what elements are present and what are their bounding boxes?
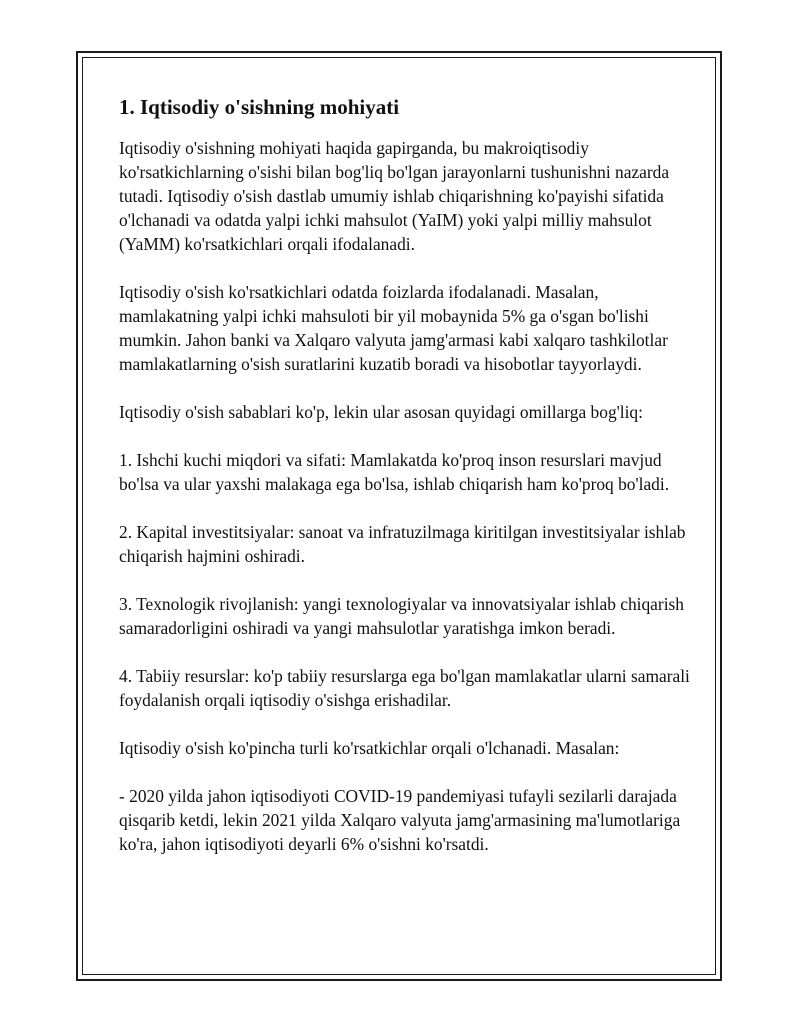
list-item-technology: 3. Texnologik rivojlanish: yangi texnologiyalar va innovatsiyalar ishlab chiqarish samaradorligini oshiradi va yangi mahsulotlar yaratishga imkon beradi. (119, 594, 684, 638)
paragraph-measurement: Iqtisodiy o'sish ko'pincha turli ko'rsatkichlar orqali o'lchanadi. Masalan: (119, 738, 620, 758)
paragraph-example-2020: - 2020 yilda jahon iqtisodiyoti COVID-19 pandemiyasi tufayli sezilarli darajada qisqarib ketdi, lekin 2021 yilda Xalqaro valyuta jamg'armasining ma'lumotlariga ko'ra, jahon iqtisodiyoti deyarli 6% o'sishni ko'rsatdi. (119, 786, 681, 854)
list-item-resources: 4. Tabiiy resurslar: ko'p tabiiy resurslarga ega bo'lgan mamlakatlar ularni samarali foydalanish orqali iqtisodiy o'sishga erishadilar. (119, 666, 690, 710)
paragraph-intro: Iqtisodiy o'sishning mohiyati haqida gapirganda, bu makroiqtisodiy ko'rsatkichlarning o'sishi bilan bog'liq bo'lgan jarayonlarni tushunishni nazarda tutadi. Iqtisodiy o'sish dastlab umumiy ishlab chiqarishning ko'payishi sifatida o'lchanadi va odatda yalpi ichki mahsulot (YaIM) yoki yalpi milliy mahsulot (YaMM) ko'rsatkichlari orqali ifodalanadi. (119, 138, 670, 254)
list-item-labor: 1. Ishchi kuchi miqdori va sifati: Mamlakatda ko'proq inson resurslari mavjud bo'lsa va ular yaxshi malakaga ega bo'lsa, ishlab chiqarish ham ko'proq bo'ladi. (119, 450, 670, 494)
document-body (119, 94, 699, 880)
paragraph-indicators: Iqtisodiy o'sish ko'rsatkichlari odatda foizlarda ifodalanadi. Masalan, mamlakatning yalpi ichki mahsuloti bir yil mobaynida 5% ga o'sgan bo'lishi mumkin. Jahon banki va Xalqaro valyuta jamg'armasi kabi xalqaro tashkilotlar mamlakatlarning o'sish suratlarini kuzatib boradi va hisobotlar tayyorlaydi. (119, 282, 668, 374)
section-heading: 1. Iqtisodiy o'sishning mohiyati (119, 95, 400, 119)
paragraph-causes-intro: Iqtisodiy o'sish sabablari ko'p, lekin ular asosan quyidagi omillarga bog'liq: (119, 402, 643, 422)
list-item-capital: 2. Kapital investitsiyalar: sanoat va infratuzilmaga kiritilgan investitsiyalar ishlab chiqarish hajmini oshiradi. (119, 522, 686, 566)
